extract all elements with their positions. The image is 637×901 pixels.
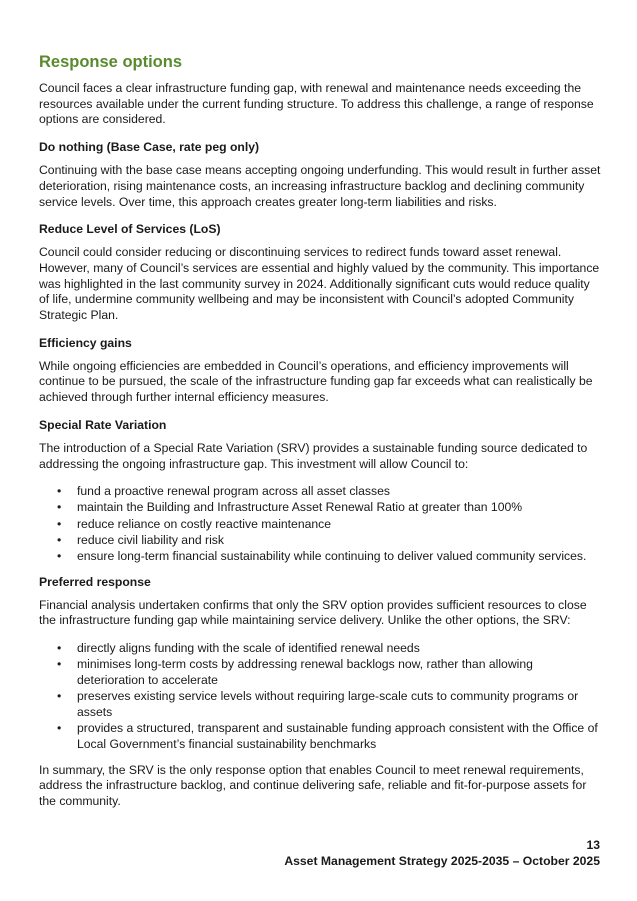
section-text-efficiency: While ongoing efficiencies are embedded in Council’s operations, and efficiency improvements will continue to be pursued, the scale of the infrastructure funding gap far exceeds what can realistically be achieved through further internal efficiency measures. (39, 358, 593, 405)
summary-paragraph: In summary, the SRV is the only response option that enables Council to meet renewal requirements, address the infrastructure backlog, and continue delivering safe, reliable and fit-for-purpose assets for the community. (39, 762, 587, 808)
bullet-icon: • (57, 484, 62, 499)
list-item: • minimises long-term costs by addressing renewal backlogs now, rather than allowing deterioration to accelerate (57, 657, 533, 688)
list-item: • ensure long-term financial sustainability while continuing to deliver valued community services. (57, 549, 587, 564)
bullet-icon: • (57, 516, 62, 531)
list-item: • fund a proactive renewal program across all asset classes (57, 484, 390, 499)
bullet-icon: • (57, 641, 62, 656)
section-heading-preferred: Preferred response (39, 574, 151, 589)
bullet-icon: • (57, 721, 62, 736)
srv-bullet-list (39, 484, 602, 565)
section-text-reduce-los: Council could consider reducing or discontinuing services to redirect funds toward asset renewal. However, many of Council’s services are essential and highly valued by the community. This importance was highlighted in the last community survey in 2024. Additionally significant cuts would reduce quality of life, undermine community wellbeing and may be inconsistent with Council’s adopted Community Strategic Plan. (39, 245, 600, 323)
page-title: Response options (39, 53, 183, 71)
section-heading-reduce-los: Reduce Level of Services (LoS) (39, 222, 221, 237)
bullet-icon: • (57, 500, 62, 515)
list-item: • reduce reliance on costly reactive maintenance (57, 516, 332, 531)
bullet-icon: • (57, 532, 62, 547)
footer-document-title: Asset Management Strategy 2025-2035 – October 2025 (284, 853, 600, 868)
bullet-icon: • (57, 549, 62, 564)
page-footer (284, 838, 600, 869)
page-number: 13 (586, 838, 600, 852)
list-item: • maintain the Building and Infrastructure Asset Renewal Ratio at greater than 100% (57, 500, 523, 515)
section-heading-efficiency: Efficiency gains (39, 335, 132, 350)
list-item: • directly aligns funding with the scale of identified renewal needs (57, 641, 420, 656)
section-heading-do-nothing: Do nothing (Base Case, rate peg only) (39, 140, 260, 155)
bullet-icon: • (57, 657, 62, 672)
bullet-icon: • (57, 689, 62, 704)
section-text-preferred: Financial analysis undertaken confirms that only the SRV option provides sufficient resources to close the infrastructure funding gap while maintaining service delivery. Unlike the other options, the SRV: (39, 597, 587, 628)
section-text-do-nothing: Continuing with the base case means accepting ongoing underfunding. This would result in further asset deterioration, rising maintenance costs, an increasing infrastructure backlog and declining community service levels. Over time, this approach creates greater long-term liabilities and risks. (39, 163, 601, 209)
list-item: • provides a structured, transparent and sustainable funding approach consistent with the Office of Local Government’s financial sustainability benchmarks (57, 721, 598, 751)
list-item: • preserves existing service levels without requiring large-scale cuts to community programs or assets (57, 689, 579, 719)
intro-paragraph: Council faces a clear infrastructure funding gap, with renewal and maintenance needs exceeding the resources available under the current funding structure. To address this challenge, a range of response options are considered. (39, 81, 594, 127)
document-page (39, 52, 602, 822)
section-heading-srv: Special Rate Variation (39, 417, 167, 432)
preferred-bullet-list (39, 641, 602, 752)
section-text-srv: The introduction of a Special Rate Variation (SRV) provides a sustainable funding source dedicated to addressing the ongoing infrastructure gap. This investment will allow Council to: (39, 440, 588, 471)
list-item: • reduce civil liability and risk (57, 532, 224, 547)
